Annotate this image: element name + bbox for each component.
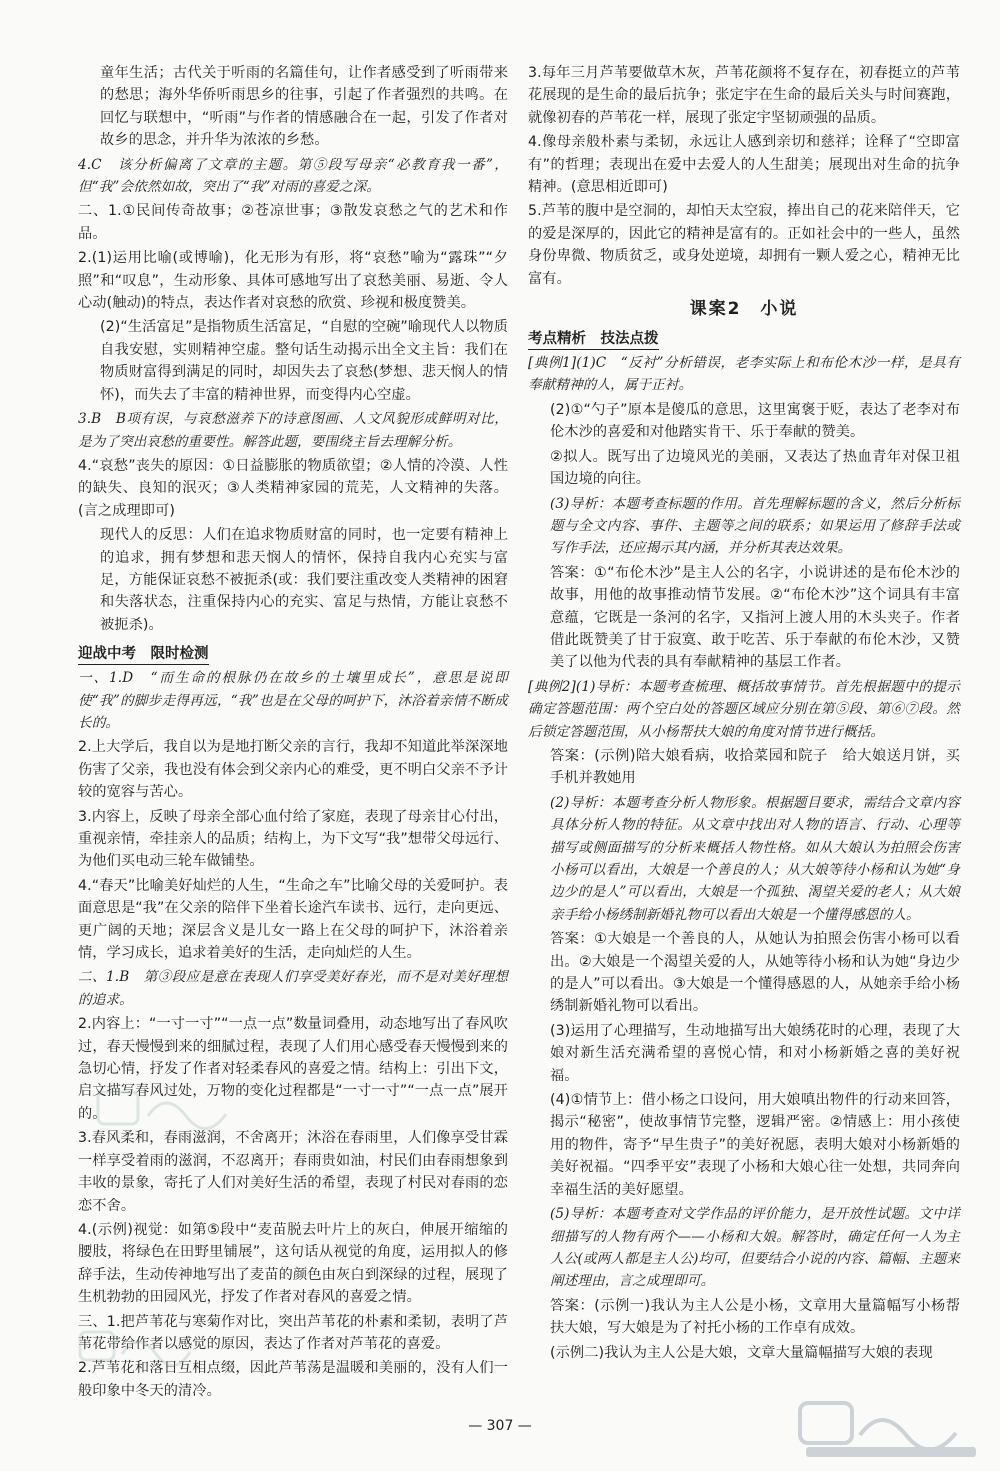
answer-paragraph: 4.C 该分析偏离了文章的主题。第⑤段写母亲“必教育我一番”，但“我”会依然如故，突出了“我”对雨的喜爱之深。	[78, 156, 508, 196]
answer-paragraph: [典例1](1)C “反衬”分析错误，老李实际上和布伦木沙一样，是具有奉献精神的人，属于正衬。	[528, 355, 960, 394]
answer-paragraph: (3)导析：本题考查标题的作用。首先理解标题的含义，然后分析标题与全文内容、事件、主题等之间的联系；如果运用了修辞手法或写作手法，还应揭示其内涵，并分析其表达效果。	[550, 495, 960, 557]
answer-paragraph: 4.(示例)视觉：如第⑤段中“麦苗脱去叶片上的灰白，伸展开缩缩的腰肢，将绿色在田野里铺展”，这句话从视觉的角度，运用拟人的修辞手法，生动传神地写出了麦苗的颜色由灰白到深绿的过程，展现了生机勃勃的田园风光，抒发了作者对春风的喜爱之情。	[78, 1221, 508, 1306]
answer-paragraph: (5)导析：本题考查对文学作品的评价能力，是开放性试题。文中详细描写的人物有两个——小杨和大娘。解答时，确定任何一人为主人公(或两人都是主人公)均可，但要结合小说的内容、篇幅、主题来阐述理由，言之成理即可。	[550, 1206, 960, 1290]
watermark-logo-left	[78, 1326, 228, 1366]
right-column	[528, 62, 960, 1366]
answer-paragraph: 三、1.把芦苇花与寒菊作对比，突出芦苇花的朴素和柔韧，表明了芦苇花带给作者以感觉的原因，表达了作者对芦苇花的喜爱。	[78, 1313, 508, 1352]
answer-paragraph: 3.春风柔和，春雨滋润，不舍离开；沐浴在春雨里，人们像享受甘霖一样享受着雨的滋润，不忍离开；春雨贵如油，村民们由春雨想象到丰收的景象，寄托了人们对美好生活的希望，表现了村民对春雨的恋恋不舍。	[78, 1130, 508, 1214]
answer-paragraph: 答案：(示例)陪大娘看病，收拾菜园和院子 给大娘送月饼，买手机并教她用	[550, 747, 960, 787]
answer-paragraph: (2)导析：本题考查分析人物形象。根据题目要求，需结合文章内容具体分析人物的特征。从文章中找出对人物的语言、行动、心理等描写或侧面描写的分析来概括人物性格。如从大娘认为拍照会伤害小杨可以看出，大娘是一个善良的人；从大娘等待小杨和认为她“身边少的是人”可以看出，大娘是一个孤独、渴望关爱的老人；从大娘亲手给小杨绣制新婚礼物可以看出大娘是一个懂得感恩的人。	[550, 794, 960, 923]
answer-paragraph: 2.芦苇花和落日互相点缀，因此芦苇荡是温暖和美丽的，没有人们一般印象中冬天的清冷。	[78, 1360, 508, 1399]
answer-paragraph: (4)①情节上：借小杨之口设问，用大娘嗔出物件的行动来回答，揭示“秘密”，使故事情节完整，逻辑严密。②情感上：用小孩使用的物件，寄予“早生贵子”的美好祝愿，表明大娘对小杨新婚的美好祝福。“四季平安”表现了小杨和大娘心往一处想，共同奔向幸福生活的美好愿望。	[550, 1092, 960, 1198]
section-heading-wrap	[78, 638, 508, 667]
answer-paragraph: [典例2](1)导析：本题考查梳理、概括故事情节。首先根据题中的提示确定答题范围：两个空白处的答题区域应分别在第⑤段、第⑥⑦段。然后锁定答题范围，从小杨帮扶大娘的角度对情节进行概括。	[528, 678, 960, 740]
answer-paragraph: 答案：(示例一)我认为主人公是小杨，文章用大量篇幅写小杨帮扶大娘，写大娘是为了衬托小杨的工作卓有成效。	[550, 1297, 960, 1337]
answer-paragraph: 童年生活；古代关于听雨的名篇佳句，让作者感受到了听雨带来的愁思；海外华侨听雨思乡的往事，引起了作者强烈的共鸣。在回忆与联想中，“听雨”与作者的情感融合在一起，引发了作者对故乡的思念，并升华为浓浓的乡愁。	[100, 65, 508, 149]
answer-paragraph: 5.芦苇的腹中是空洞的，却怕天太空寂，捧出自己的花来陪伴天，它的爱是深厚的，因此它的精神是富有的。正如社会中的一些人，虽然身份卑微、物质贫乏，或身处逆境，却拥有一颗人爱之心，精神无比富有。	[528, 203, 960, 287]
answer-paragraph: (示例二)我认为主人公是大娘，文章大量篇幅描写大娘的表现	[550, 1344, 933, 1361]
answer-paragraph: 答案：①“布伦木沙”是主人公的名字，小说讲述的是布伦木沙的故事，用他的故事推动情节发展。②“布伦木沙”这个词具有丰富意蕴，它既是一条河的名字，又指河上渡人用的木头夹子。作者借此既赞美了甘于寂寞、敢于吃苦、乐于奉献的布伦木沙，又赞美了以他为代表的具有奉献精神的基层工作者。	[550, 564, 960, 671]
section-heading: 考点精析 技法点拨	[528, 327, 659, 350]
answer-paragraph: 2.(1)运用比喻(或博喻)，化无形为有形，将“哀愁”喻为“露珠”“夕照”和“叹息”，生动形象、具体可感地写出了哀愁美丽、易逝、令人心动(触动)的特点，表达作者对哀愁的欣赏、珍视和极度赞美。	[78, 250, 508, 312]
answer-paragraph: 二、1.B 第③段应是意在表现人们享受美好春光，而不是对美好理想的追求。	[78, 969, 508, 1008]
section-heading: 迎战中考 限时检测	[78, 642, 209, 665]
answer-paragraph: 4.像母亲般朴素与柔韧，永远让人感到亲切和慈祥；诠释了“空即富有”的哲理；表现出在爱中去爱人的人生甜美；展现出对生命的抗争精神。(意思相近即可)	[528, 134, 960, 196]
answer-paragraph: 二、1.①民间传奇故事；②苍凉世事；③散发哀愁之气的艺术和作品。	[78, 203, 508, 242]
answer-paragraph: 现代人的反思：人们在追求物质财富的同时，也一定要有精神上的追求，拥有梦想和悲天悯人的情怀，保持自我内心充实与富足，方能保证哀愁不被扼杀(或：我们要注重改变人类精神的困窘和失落状态，注重保持内心的充实、富足与热情，方能让哀愁不被扼杀)。	[100, 527, 508, 633]
page-number: — 307 —	[468, 1418, 532, 1434]
answer-paragraph: 2.内容上：“一寸一寸”“一点一点”数量词叠用，动态地写出了春风吹过，春天慢慢到来的细腻过程，表现了人们用心感受春天慢慢到来的急切心情，抒发了作者对轻柔春风的喜爱之情。结构上：引出下文，启文描写春风过处，万物的变化过程都是“一寸一寸”“一点一点”展开的。	[78, 1016, 508, 1122]
answer-paragraph: 3.每年三月芦苇要做草木灰，芦苇花颜将不复存在，初春挺立的芦苇花展现的是生命的最后抗争；张定宇在生命的最后关头与时间赛跑，就像初春的芦苇花一样，展现了张定宇坚韧顽强的品质。	[528, 65, 960, 126]
answer-paragraph: (2)①“勺子”原本是傻瓜的意思，这里寓褒于贬，表达了老李对布伦木沙的喜爱和对他踏实肯干、乐于奉献的赞美。	[550, 401, 960, 441]
answer-paragraph: 2.上大学后，我自以为是地打断父亲的言行，我却不知道此举深深地伤害了父亲，我也没有体会到父亲内心的难受，更不明白父亲不予计较的宽容与苦心。	[78, 739, 508, 801]
left-column	[78, 62, 508, 1404]
answer-paragraph: (2)“生活富足”是指物质生活富足，“自慰的空碗”喻现代人以物质自我安慰，实则精神空虚。整句话生动揭示出全文主旨：我们在物质财富得到满足的同时，却因失去了哀愁(梦想、悲天悯人的情怀)，而失去了丰富的精神世界，而变得内心空虚。	[100, 319, 508, 403]
answer-paragraph: 一、1.D “而生命的根脉仍在故乡的土壤里成长”，意思是说即使“我”的脚步走得再远，“我”也是在父母的呵护下，沐浴着亲情不断成长的。	[78, 670, 508, 731]
lesson-title: 课案2 小说	[689, 299, 799, 320]
answer-paragraph: 答案：①大娘是一个善良的人，从她认为拍照会伤害小杨可以看出。②大娘是一个渴望关爱的人，从她等待小杨和认为她“身边少的是人”可以看出。③大娘是一个懂得感恩的人，从她亲手给小杨绣制新婚礼物可以看出。	[550, 931, 960, 1015]
answer-paragraph: 4.“哀愁”丧失的原因：①日益膨胀的物质欲望；②人情的冷漠、人性的缺失、良知的泯灭；③人类精神家园的荒芜，人文精神的失落。(言之成理即可)	[78, 457, 508, 519]
answer-paragraph: (3)运用了心理描写，生动地描写出大娘绣花时的心理，表现了大娘对新生活充满希望的喜悦心情，和对小杨新婚之喜的美好祝福。	[550, 1022, 960, 1084]
answer-paragraph: 3.B B项有误，与哀愁滋养下的诗意图画、人文风貌形成鲜明对比，是为了突出哀愁的重要性。解答此题，要围绕主旨去理解分析。	[78, 411, 508, 450]
answer-paragraph: 4.“春天”比喻美好灿烂的人生，“生命之车”比喻父母的关爱呵护。表面意思是“我”在父亲的陪伴下坐着长途汽车读书、远行，走向更远、更广阔的天地；深层含义是儿女一路上在父母的呵护下，沐浴着亲情，学习成长，追求着美好的生活，走向灿烂的人生。	[78, 877, 508, 962]
watermark-logo-mid	[96, 1086, 276, 1130]
answer-paragraph: 3.内容上，反映了母亲全部心血付给了家庭，表现了母亲甘心付出，重视亲情，牵挂亲人的品质；结构上，为下文写“我”想带父母远行、为他们买电动三轮车做铺垫。	[78, 808, 508, 870]
answer-paragraph: ②拟人。既写出了边境风光的美丽，又表达了热血青年对保卫祖国边境的向往。	[550, 448, 960, 488]
section-heading-wrap	[528, 323, 960, 352]
watermark-logo	[796, 1399, 986, 1461]
